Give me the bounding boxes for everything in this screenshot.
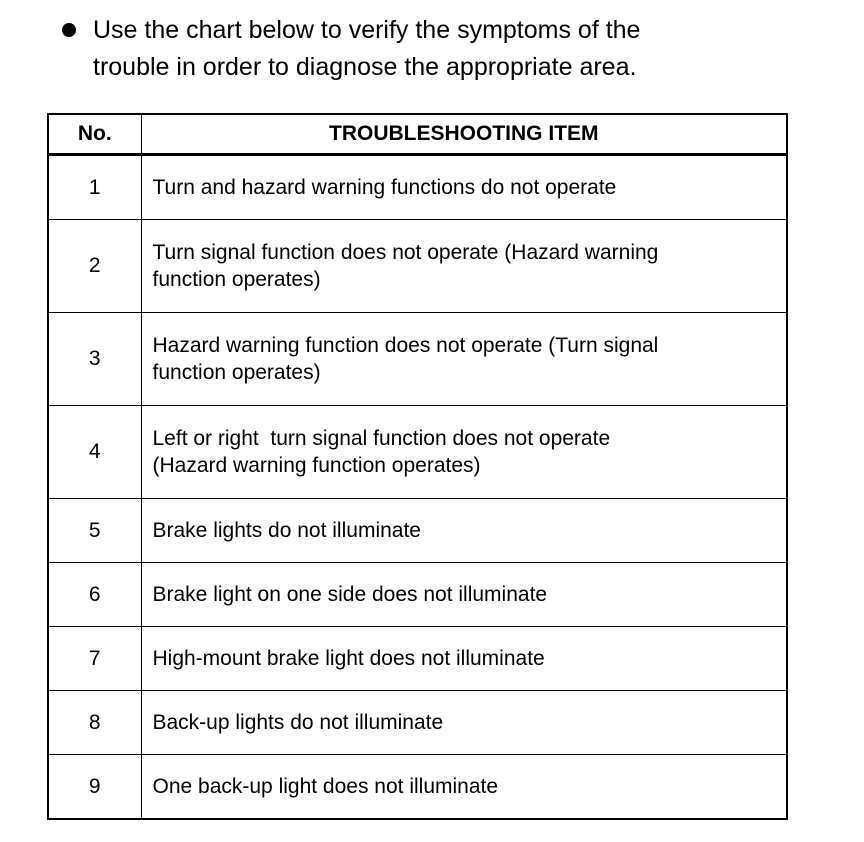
row-item-line: Turn and hazard warning functions do not operate bbox=[152, 176, 617, 199]
row-item-line: (Hazard warning function operates) bbox=[152, 454, 481, 477]
row-item bbox=[141, 220, 787, 313]
row-item bbox=[141, 627, 787, 691]
row-item-line: function operates) bbox=[152, 361, 321, 384]
row-item bbox=[141, 691, 787, 755]
row-item bbox=[141, 755, 787, 820]
row-number: 7 bbox=[48, 627, 141, 691]
table-row bbox=[48, 627, 787, 691]
troubleshooting-table bbox=[47, 113, 788, 820]
row-number: 8 bbox=[48, 691, 141, 755]
row-item bbox=[141, 313, 787, 406]
table-header-row bbox=[48, 114, 787, 155]
instruction-line-2: trouble in order to diagnose the appropriate area. bbox=[93, 53, 637, 81]
header-troubleshooting-item: TROUBLESHOOTING ITEM bbox=[141, 114, 787, 155]
table-row bbox=[48, 220, 787, 313]
instruction-paragraph bbox=[62, 12, 782, 86]
row-number: 9 bbox=[48, 755, 141, 820]
header-no: No. bbox=[48, 114, 141, 155]
row-number: 1 bbox=[48, 155, 141, 220]
row-number: 4 bbox=[48, 406, 141, 499]
row-item bbox=[141, 155, 787, 220]
row-item-line: function operates) bbox=[152, 268, 321, 291]
row-number: 3 bbox=[48, 313, 141, 406]
bullet-icon bbox=[62, 23, 76, 37]
table-row bbox=[48, 313, 787, 406]
row-item-line: Brake light on one side does not illuminate bbox=[152, 583, 548, 606]
row-item-line: Turn signal function does not operate (Hazard warning bbox=[152, 241, 659, 264]
instruction-line-1: Use the chart below to verify the symptoms of the bbox=[93, 16, 641, 44]
row-item-line: Left or right turn signal function does not operate bbox=[152, 427, 611, 450]
table-row bbox=[48, 499, 787, 563]
table-row bbox=[48, 406, 787, 499]
row-number: 2 bbox=[48, 220, 141, 313]
table-row bbox=[48, 691, 787, 755]
instruction-text bbox=[93, 12, 782, 86]
row-number: 5 bbox=[48, 499, 141, 563]
row-item-line: High-mount brake light does not illuminate bbox=[152, 647, 545, 670]
row-item bbox=[141, 406, 787, 499]
row-item-line: Brake lights do not illuminate bbox=[152, 519, 421, 542]
row-number: 6 bbox=[48, 563, 141, 627]
table-row bbox=[48, 755, 787, 820]
row-item-line: Hazard warning function does not operate (Turn signal bbox=[152, 334, 659, 357]
row-item-line: One back-up light does not illuminate bbox=[152, 775, 499, 798]
row-item bbox=[141, 563, 787, 627]
table-row bbox=[48, 563, 787, 627]
row-item-line: Back-up lights do not illuminate bbox=[152, 711, 444, 734]
row-item bbox=[141, 499, 787, 563]
table-row bbox=[48, 155, 787, 220]
